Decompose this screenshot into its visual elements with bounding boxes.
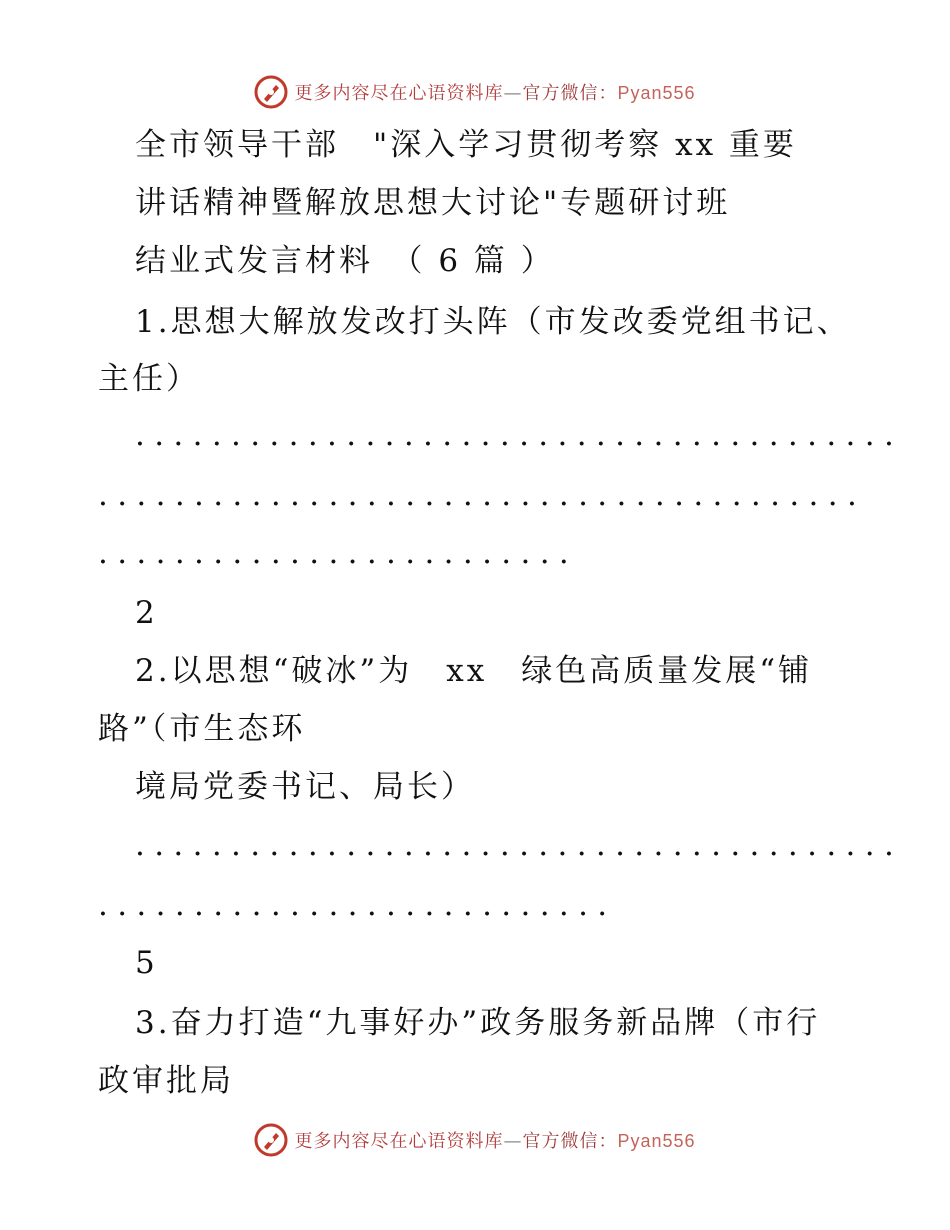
toc-item-2-line-c: 境局党委书记、局长） [135, 769, 475, 805]
toc-item-1-leader-dots-1: ........................................ [135, 417, 904, 453]
title-line-3: 结业式发言材料 （ 6 篇 ） [135, 243, 555, 279]
toc-item-1-leader-dots-3: ......................... [98, 535, 579, 571]
toc-item-2-line-a: 2.以思想“破冰”为 xx 绿色高质量发展“铺 [135, 653, 813, 689]
toc-item-3-line-b: 政审批局 [98, 1063, 234, 1099]
toc-item-1-page-number: 2 [135, 595, 158, 631]
footer-watermark-banner [0, 1120, 950, 1160]
pen-logo-icon [254, 1123, 288, 1157]
toc-item-2-page-number: 5 [135, 945, 158, 981]
toc-item-1-line-a: 1.思想大解放发改打头阵（市发改委党组书记、 [135, 304, 851, 340]
header-watermark-banner [0, 72, 950, 112]
watermark-text: 更多内容尽在心语资料库—官方微信：Pyan556 [294, 83, 696, 104]
title-line-1: 全市领导干部 "深入学习贯彻考察 xx 重要 [135, 127, 797, 163]
toc-item-1-line-b: 主任） [98, 361, 200, 397]
watermark-text: 更多内容尽在心语资料库—官方微信：Pyan556 [294, 1131, 696, 1152]
toc-item-3-line-a: 3.奋力打造“九事好办”政务服务新品牌（市行 [135, 1005, 821, 1041]
toc-item-2-leader-dots-2: ........................... [98, 887, 617, 923]
toc-item-1-leader-dots-2: ........................................ [98, 477, 867, 513]
pen-logo-icon [254, 75, 288, 109]
toc-item-2-line-b: 路”（市生态环 [98, 711, 306, 747]
toc-item-2-leader-dots-1: ........................................ [135, 827, 904, 863]
title-line-2: 讲话精神暨解放思想大讨论"专题研讨班 [135, 185, 731, 221]
